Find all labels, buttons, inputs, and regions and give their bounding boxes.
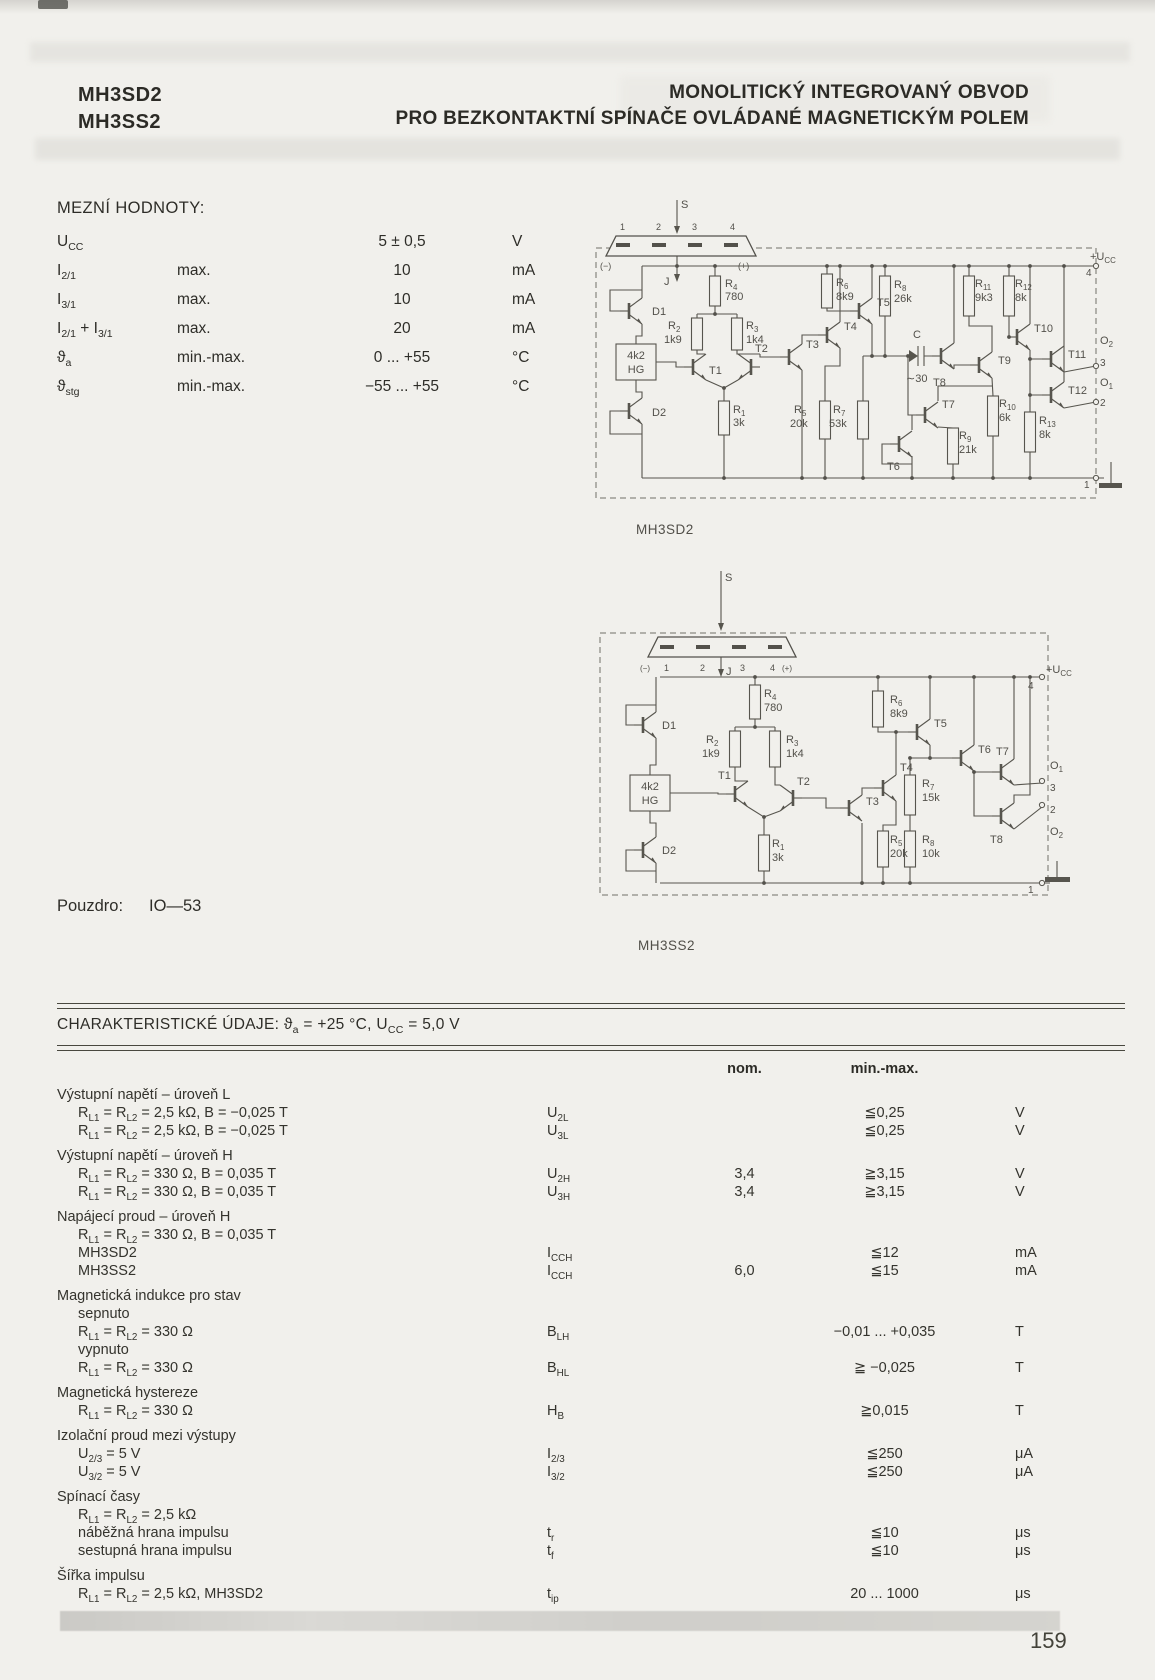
component-label: 1 — [664, 663, 670, 673]
char-row — [57, 1262, 1125, 1280]
char-unit: V — [1015, 1123, 1025, 1139]
component-label: 9k3 — [975, 292, 993, 304]
char-minmax: ≦12 — [870, 1245, 899, 1261]
component-label: $R_3$ — [786, 734, 799, 748]
limit-condition: min.-max. — [177, 377, 246, 395]
char-nominal — [697, 1341, 792, 1359]
char-condition: $R_{L1} = R_{L2} = 2,5$ kΩ — [78, 1507, 197, 1526]
component-label: $R_1$ — [733, 404, 746, 418]
component-label: 2 — [1100, 398, 1106, 409]
component-label: $O_1$ — [1050, 760, 1063, 774]
component-label: $R_2$ — [706, 734, 719, 748]
char-minmax: ≧3,15 — [864, 1166, 905, 1182]
char-unit: mA — [1015, 1263, 1037, 1279]
component-label: T11 — [1068, 349, 1087, 361]
char-row — [57, 1244, 1125, 1262]
component-label: 26k — [894, 293, 912, 305]
component-label: (−) — [600, 261, 612, 271]
component-label: 20k — [890, 848, 908, 860]
char-unit: μA — [1015, 1464, 1034, 1480]
char-symbol: $U_{2H}$ — [547, 1166, 571, 1185]
component-label: 1k9 — [664, 334, 682, 346]
char-symbol — [547, 1506, 697, 1524]
limit-value: 5 ± 0,5 — [378, 232, 426, 250]
char-unit: μs — [1015, 1543, 1031, 1559]
char-condition: sepnuto — [78, 1306, 130, 1322]
char-nominal — [697, 1463, 792, 1481]
component-label: 3 — [1050, 783, 1056, 794]
component-label: T7 — [942, 399, 955, 411]
limits-row — [57, 227, 617, 256]
char-symbol: $t_f$ — [547, 1543, 554, 1562]
package-line — [57, 897, 201, 916]
char-row — [57, 1524, 1125, 1542]
limits-row — [57, 343, 617, 372]
limit-condition: max. — [177, 290, 211, 308]
schematic-labels — [640, 572, 1072, 896]
char-condition: $U_{2/3} = 5$ V — [78, 1446, 141, 1465]
component-label: $O_1$ — [1100, 377, 1113, 391]
char-condition: $U_{3/2} = 5$ V — [78, 1464, 141, 1483]
component-label: J — [664, 276, 670, 288]
char-minmax: ≧ −0,025 — [854, 1360, 915, 1376]
column-header-nom: nom. — [727, 1061, 762, 1077]
component-label: (+) — [738, 261, 750, 271]
char-nominal: 3,4 — [734, 1184, 755, 1200]
char-nominal — [697, 1104, 792, 1122]
char-condition: $R_{L1} = R_{L2} = 330$ Ω, B = 0,035 T — [78, 1184, 277, 1203]
table-rule-top — [57, 1003, 1125, 1009]
component-label: S — [681, 199, 689, 211]
char-nominal — [697, 1402, 792, 1420]
limit-value: −55 ... +55 — [364, 377, 440, 395]
char-unit: V — [1015, 1184, 1025, 1200]
component-label: $+U_{CC}$ — [1090, 251, 1116, 265]
component-label: 2 — [656, 222, 662, 232]
char-row — [57, 1165, 1125, 1183]
component-label: T1 — [718, 770, 731, 782]
char-nominal — [697, 1122, 792, 1140]
page-title-line2: PRO BEZKONTAKTNÍ SPÍNAČE OVLÁDANÉ MAGNETICKÝM POLEM — [395, 108, 1029, 129]
component-label: 3k — [772, 852, 784, 864]
characteristics-table — [57, 1086, 1125, 1610]
char-row — [57, 1402, 1125, 1420]
char-nominal — [697, 1244, 792, 1262]
limit-symbol: $I_{2/1} + I_{3/1}$ — [57, 319, 113, 340]
char-minmax: ≧0,015 — [860, 1403, 909, 1419]
component-label: T12 — [1068, 385, 1087, 397]
component-label: $R_6$ — [890, 694, 903, 708]
char-unit — [977, 1305, 1125, 1323]
package-value: IO—53 — [149, 897, 202, 915]
component-label: 1k9 — [702, 748, 720, 760]
char-nominal — [697, 1226, 792, 1244]
char-minmax: ≦15 — [870, 1263, 899, 1279]
limit-condition: max. — [177, 261, 211, 279]
char-symbol: $U_{2L}$ — [547, 1105, 569, 1124]
limits-row — [57, 372, 617, 401]
char-group-title: Výstupní napětí – úroveň L — [57, 1087, 231, 1103]
component-label: $R_7$ — [922, 778, 935, 792]
component-label: D2 — [662, 845, 677, 857]
component-label: 4k2 — [627, 350, 645, 362]
component-label: 4 — [730, 222, 736, 232]
component-label: 6k — [999, 412, 1011, 424]
char-nominal: 3,4 — [734, 1166, 755, 1182]
char-row — [57, 1226, 1125, 1244]
scan-artifact — [0, 0, 1155, 14]
char-group — [57, 1567, 1125, 1603]
char-condition: $R_{L1} = R_{L2} = 330$ Ω, B = 0,035 T — [78, 1227, 277, 1246]
char-nominal — [697, 1542, 792, 1560]
char-unit — [977, 1341, 1125, 1359]
char-nominal: 6,0 — [734, 1263, 755, 1279]
component-label: 8k — [1015, 292, 1027, 304]
package-label: Pouzdro: — [57, 897, 124, 915]
char-minmax: ≦10 — [870, 1543, 899, 1559]
component-label: $R_{10}$ — [999, 398, 1016, 412]
char-condition: sestupná hrana impulsu — [78, 1543, 232, 1559]
table-rule-bottom — [57, 1045, 1125, 1051]
limit-value: 20 — [393, 319, 411, 337]
component-label: T8 — [933, 377, 946, 389]
component-label: 1 — [620, 222, 626, 232]
component-label: 1k4 — [786, 748, 804, 760]
component-label: $O_2$ — [1100, 335, 1113, 349]
component-label: $R_5$ — [890, 834, 903, 848]
char-nominal — [697, 1305, 792, 1323]
char-group — [57, 1208, 1125, 1280]
component-label: 21k — [959, 444, 977, 456]
limit-symbol: $ϑ_a$ — [57, 348, 72, 369]
char-nominal — [697, 1585, 792, 1603]
limit-value: 10 — [393, 261, 411, 279]
component-label: 53k — [829, 418, 847, 430]
char-group-title: Magnetická indukce pro stav — [57, 1288, 241, 1304]
char-unit: V — [1015, 1166, 1025, 1182]
char-minmax: ≦0,25 — [864, 1105, 905, 1121]
component-label: T2 — [797, 776, 810, 788]
char-nominal — [697, 1524, 792, 1542]
component-label: 4 — [1028, 681, 1034, 692]
component-label: T4 — [844, 321, 857, 333]
char-symbol: $I_{CCH}$ — [547, 1245, 573, 1264]
char-condition: $R_{L1} = R_{L2} = 330$ Ω — [78, 1360, 193, 1379]
char-row — [57, 1183, 1125, 1201]
limit-symbol: $I_{3/1}$ — [57, 290, 76, 311]
char-row — [57, 1506, 1125, 1524]
char-unit: μA — [1015, 1446, 1034, 1462]
component-label: 3 — [1100, 358, 1106, 369]
component-label: $R_5$ — [794, 404, 807, 418]
scan-artifact — [38, 0, 68, 9]
char-minmax — [792, 1305, 977, 1323]
char-row — [57, 1445, 1125, 1463]
component-label: $R_4$ — [725, 278, 738, 292]
component-label: 4k2 — [641, 781, 659, 793]
component-label: C — [913, 329, 921, 341]
component-label: S — [725, 572, 733, 584]
char-symbol: $I_{2/3}$ — [547, 1446, 565, 1465]
char-condition: MH3SD2 — [78, 1245, 137, 1261]
component-label: 8k9 — [890, 708, 908, 720]
char-group-title: Spínací časy — [57, 1489, 141, 1505]
char-minmax: ≦250 — [866, 1464, 903, 1480]
char-row — [57, 1585, 1125, 1603]
char-condition: $R_{L1} = R_{L2} = 330$ Ω — [78, 1403, 193, 1422]
component-label: T8 — [990, 834, 1003, 846]
char-group — [57, 1427, 1125, 1481]
column-header-minmax: min.-max. — [850, 1061, 919, 1077]
component-label: $R_9$ — [959, 430, 972, 444]
component-label: $R_7$ — [833, 404, 846, 418]
char-minmax: ≦10 — [870, 1525, 899, 1541]
char-minmax — [792, 1341, 977, 1359]
char-group — [57, 1287, 1125, 1377]
transistors — [634, 712, 1014, 863]
component-label: 3 — [740, 663, 746, 673]
component-label: $+U_{CC}$ — [1046, 664, 1072, 678]
char-group-title: Výstupní napětí – úroveň H — [57, 1148, 233, 1164]
limit-unit: °C — [512, 377, 530, 395]
char-group-title: Napájecí proud – úroveň H — [57, 1209, 231, 1225]
component-label: $R_4$ — [764, 688, 777, 702]
limits-row — [57, 285, 617, 314]
char-minmax — [792, 1506, 977, 1524]
char-group-title: Šířka impulsu — [57, 1568, 145, 1584]
char-nominal — [697, 1359, 792, 1377]
component-label: 8k — [1039, 429, 1051, 441]
char-row — [57, 1122, 1125, 1140]
char-condition: $R_{L1} = R_{L2} = 2,5$ kΩ, B = −0,025 T — [78, 1123, 288, 1142]
component-label: $R_3$ — [746, 320, 759, 334]
char-symbol: $t_r$ — [547, 1525, 555, 1544]
char-condition: $R_{L1} = R_{L2} = 2,5$ kΩ, MH3SD2 — [78, 1586, 264, 1605]
component-label: 15k — [922, 792, 940, 804]
limits-section-title: MEZNÍ HODNOTY: — [57, 199, 205, 217]
component-label: D1 — [652, 306, 667, 318]
schematic-mh3ss2 — [590, 565, 1090, 900]
component-label: D1 — [662, 720, 677, 732]
char-row — [57, 1463, 1125, 1481]
char-row — [57, 1359, 1125, 1377]
char-row — [57, 1341, 1125, 1359]
char-symbol: $U_{3H}$ — [547, 1184, 571, 1203]
char-symbol: $I_{3/2}$ — [547, 1464, 565, 1483]
component-label: $R_1$ — [772, 838, 785, 852]
char-minmax — [792, 1226, 977, 1244]
component-label: $R_8$ — [894, 279, 907, 293]
char-condition: vypnuto — [78, 1342, 129, 1358]
char-minmax: ≧3,15 — [864, 1184, 905, 1200]
char-symbol — [547, 1305, 697, 1323]
component-label: 780 — [764, 702, 783, 714]
limit-unit: mA — [512, 290, 536, 308]
component-label: 1 — [1084, 480, 1090, 491]
limits-row — [57, 256, 617, 285]
component-label: $R_6$ — [836, 277, 849, 291]
schematic2-caption: MH3SS2 — [638, 938, 696, 953]
char-unit: V — [1015, 1105, 1025, 1121]
char-group-title: Izolační proud mezi výstupy — [57, 1428, 236, 1444]
component-label: D2 — [652, 407, 667, 419]
limits-table — [57, 227, 617, 401]
schematic-mh3sd2 — [592, 196, 1122, 506]
char-unit: μs — [1015, 1525, 1031, 1541]
limit-symbol: $U_{CC}$ — [57, 232, 84, 253]
char-group — [57, 1147, 1125, 1201]
limit-value: 10 — [393, 290, 411, 308]
char-unit: μs — [1015, 1586, 1031, 1602]
char-nominal — [697, 1445, 792, 1463]
component-label: T1 — [709, 365, 722, 377]
component-label: 1k4 — [746, 334, 764, 346]
scan-artifact-bar — [60, 1611, 1060, 1631]
char-condition: $R_{L1} = R_{L2} = 330$ Ω — [78, 1324, 193, 1343]
char-symbol: $I_{CCH}$ — [547, 1263, 573, 1282]
resistors — [730, 685, 916, 871]
char-symbol — [547, 1226, 697, 1244]
component-label: 3 — [692, 222, 698, 232]
char-unit: T — [1015, 1403, 1024, 1419]
char-symbol: $H_B$ — [547, 1403, 565, 1422]
component-label: T6 — [978, 744, 991, 756]
scan-artifact — [35, 138, 1120, 160]
char-row — [57, 1305, 1125, 1323]
component-label: T10 — [1034, 323, 1053, 335]
scan-artifact — [30, 42, 1130, 62]
limit-unit: V — [512, 232, 523, 250]
page-number: 159 — [1030, 1628, 1067, 1653]
limit-symbol: $I_{2/1}$ — [57, 261, 76, 282]
char-unit — [977, 1506, 1125, 1524]
component-label: 4 — [770, 663, 776, 673]
char-minmax: −0,01 ... +0,035 — [833, 1324, 936, 1340]
component-label: 1 — [1028, 885, 1034, 896]
component-label: J — [726, 666, 732, 678]
component-label: $R_{12}$ — [1015, 278, 1032, 292]
part-number-1: MH3SD2 — [78, 84, 163, 106]
component-label: T6 — [887, 461, 900, 473]
component-label: $O_2$ — [1050, 826, 1063, 840]
char-condition: náběžná hrana impulsu — [78, 1525, 229, 1541]
component-label: T3 — [866, 796, 879, 808]
component-label: 4 — [1086, 268, 1092, 279]
pin-nodes — [1039, 674, 1044, 885]
char-group — [57, 1384, 1125, 1420]
limit-unit: mA — [512, 319, 536, 337]
component-label: 2 — [1050, 805, 1056, 816]
char-condition: $R_{L1} = R_{L2} = 2,5$ kΩ, B = −0,025 T — [78, 1105, 288, 1124]
component-label: T5 — [934, 718, 947, 730]
char-unit: T — [1015, 1324, 1024, 1340]
char-minmax: 20 ... 1000 — [850, 1586, 919, 1602]
component-label: T7 — [996, 746, 1009, 758]
component-label: 780 — [725, 291, 744, 303]
component-label: 10k — [922, 848, 940, 860]
char-group-title: Magnetická hystereze — [57, 1385, 199, 1401]
component-label: (−) — [640, 664, 650, 673]
component-label: $R_8$ — [922, 834, 935, 848]
char-symbol — [547, 1341, 697, 1359]
component-label: $R_{13}$ — [1039, 415, 1056, 429]
limit-unit: mA — [512, 261, 536, 279]
char-row — [57, 1323, 1125, 1341]
limit-condition: max. — [177, 319, 211, 337]
component-label: ∼30 — [906, 373, 928, 385]
char-symbol: $t_{ip}$ — [547, 1586, 559, 1605]
char-unit: mA — [1015, 1245, 1037, 1261]
component-label: $R_2$ — [668, 320, 681, 334]
component-label: 8k9 — [836, 291, 854, 303]
limit-value: 0 ... +55 — [373, 348, 431, 366]
char-symbol: $B_{LH}$ — [547, 1324, 570, 1343]
limit-unit: °C — [512, 348, 530, 366]
component-label: T5 — [877, 297, 890, 309]
schematic1-caption: MH3SD2 — [636, 522, 694, 537]
char-row — [57, 1542, 1125, 1560]
component-label: $R_{11}$ — [975, 278, 992, 292]
char-minmax: ≦0,25 — [864, 1123, 905, 1139]
char-nominal — [697, 1323, 792, 1341]
char-group — [57, 1086, 1125, 1140]
char-group — [57, 1488, 1125, 1560]
char-nominal — [697, 1506, 792, 1524]
characteristics-title: CHARAKTERISTICKÉ ÚDAJE: $ϑ_a = +25$ °C, $U_{CC} = 5,0$ V — [57, 1016, 460, 1037]
component-label: T3 — [806, 339, 819, 351]
component-label: HG — [641, 795, 659, 807]
limit-symbol: $ϑ_{stg}$ — [57, 377, 80, 398]
page-title-line1: MONOLITICKÝ INTEGROVANÝ OBVOD — [669, 82, 1029, 103]
char-symbol: $B_{HL}$ — [547, 1360, 570, 1379]
char-condition: MH3SS2 — [78, 1263, 137, 1279]
limit-condition: min.-max. — [177, 348, 246, 366]
component-label: (+) — [782, 664, 792, 673]
component-label: 2 — [700, 663, 706, 673]
char-unit: T — [1015, 1360, 1024, 1376]
char-condition: $R_{L1} = R_{L2} = 330$ Ω, B = 0,035 T — [78, 1166, 277, 1185]
char-unit — [977, 1226, 1125, 1244]
component-label: T9 — [998, 355, 1011, 367]
component-label: 20k — [790, 418, 808, 430]
part-number-2: MH3SS2 — [78, 111, 162, 133]
char-symbol: $U_{3L}$ — [547, 1123, 569, 1142]
char-row — [57, 1104, 1125, 1122]
component-label: HG — [627, 364, 645, 376]
component-label: 3k — [733, 417, 745, 429]
char-minmax: ≦250 — [866, 1446, 903, 1462]
limits-row — [57, 314, 617, 343]
component-label: T4 — [900, 762, 913, 774]
component-label: T2 — [755, 343, 768, 355]
